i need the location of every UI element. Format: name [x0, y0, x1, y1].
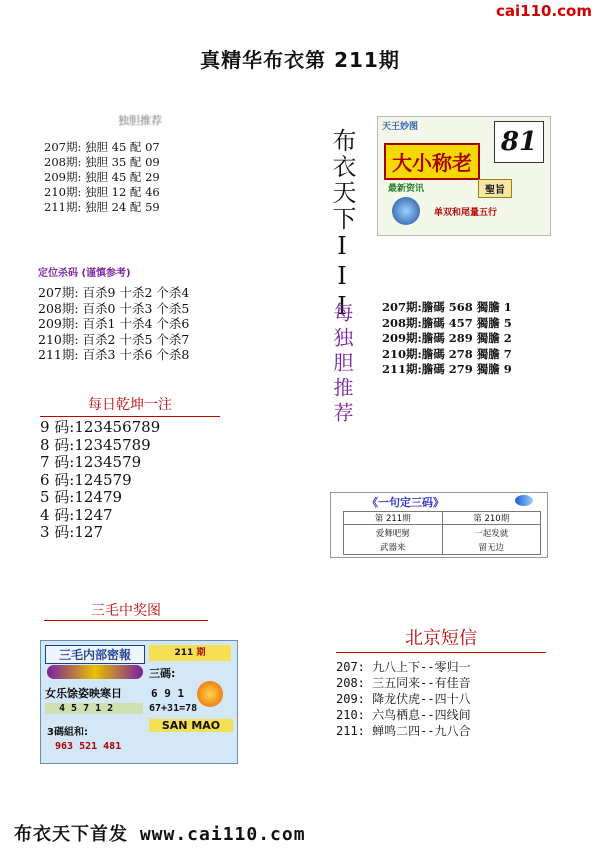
col-head: 第 211期: [344, 512, 442, 525]
site-brand: cai110.com: [496, 2, 592, 20]
list-item: 8 码:12345789: [40, 435, 151, 454]
cell: 一起发就: [474, 529, 509, 539]
sanmao-heading: 三毛中奖图: [44, 600, 208, 621]
buyi-poster: [377, 116, 551, 236]
flower-icon: [197, 681, 223, 707]
qiankun-heading: 每日乾坤一注: [40, 394, 220, 417]
yiju-table: [343, 511, 541, 555]
list-item: 208期:膽碼 457 獨膽 5: [382, 315, 512, 330]
list-item: 208: 三五同来--有佳音: [336, 676, 471, 690]
sanmao-brand: SAN MAO: [149, 719, 233, 732]
digits-row: 4 5 7 1 2: [45, 703, 143, 714]
yiju-col-211: [344, 512, 443, 554]
sum-row: 67+31=78: [149, 703, 198, 714]
dingwei-heading: 定位杀码: [38, 268, 78, 279]
star-decoration-icon: [47, 665, 143, 679]
list-item: 207: 九八上下--零归一: [336, 660, 471, 674]
beijing-list: [336, 659, 546, 739]
qiankun-section: [40, 394, 230, 542]
poster-side-label: 最新资讯: [388, 184, 425, 194]
combo-label: 3碼組和:: [47, 727, 88, 738]
globe-icon: [515, 495, 533, 506]
sanma-value: 6 9 1: [151, 687, 185, 700]
poster-emblem-icon: [392, 197, 420, 225]
footer-text: 布衣天下首发 www.cai110.com: [14, 824, 306, 845]
list-item: 209: 降龙伏虎--四十八: [336, 692, 471, 706]
meidudan-list: [382, 300, 512, 378]
list-item: 209期: 百杀1 十杀4 个杀6: [38, 316, 190, 331]
yiju-heading: 《一句定三码》: [367, 496, 444, 509]
qiankun-list: [40, 419, 230, 542]
sanma-label: 三碼:: [149, 667, 176, 680]
cell: 武器来: [379, 543, 406, 553]
list-item: 209期: 独胆 45 配 29: [44, 170, 160, 184]
list-item: 3 码:127: [40, 523, 103, 541]
list-item: 207期:膽碼 568 獨膽 1: [382, 300, 512, 314]
cell: 留无边: [478, 543, 504, 553]
dudan-section: [40, 112, 240, 215]
list-item: 207期: 独胆 45 配 07: [44, 140, 160, 154]
list-item: 211期: 独胆 24 配 59: [44, 200, 160, 214]
meidudan-vertical-title: 每独胆推荐: [330, 302, 354, 427]
list-item: 210期: 独胆 12 配 46: [44, 185, 160, 199]
list-item: 210: 六鸟栖息--四线间: [336, 708, 471, 722]
list-item: 210期:膽碼 278 獨膽 7: [382, 346, 512, 361]
sanmao-poster: [40, 640, 238, 764]
list-item: 9 码:123456789: [40, 418, 161, 436]
issue-number: 211: [174, 648, 194, 658]
dudan-list: [40, 140, 240, 215]
dingwei-heading-row: [38, 264, 278, 279]
poster-number: 81: [500, 127, 538, 157]
cell: 爱舞吧舅: [375, 529, 410, 539]
combo-value: 963 521 481: [55, 741, 122, 752]
list-item: 7 码:1234579: [40, 453, 142, 471]
list-item: 209期:膽碼 289 獨膽 2: [382, 331, 512, 345]
dudan-heading: 独胆推荐: [118, 114, 162, 127]
buyi-vertical-title: 布衣天下III: [328, 128, 356, 322]
yiju-col-210: [443, 512, 541, 554]
list-item: 6 码:124579: [40, 470, 132, 489]
issue-box: [149, 645, 231, 661]
list-item: 210期: 百杀2 十杀5 个杀7: [38, 331, 190, 347]
list-item: 211: 蝉鸣二四--九八合: [336, 724, 471, 738]
dingwei-section: [38, 264, 278, 363]
beijing-heading: 北京短信: [336, 624, 546, 653]
issue-suffix: 期: [196, 648, 206, 658]
poster-top-label: 天王妙图: [382, 122, 419, 132]
yiju-card: [330, 492, 548, 558]
poster-edict: 聖旨: [478, 179, 512, 198]
dingwei-note: (谨慎参考): [81, 268, 131, 279]
beijing-section: [336, 624, 546, 739]
list-item: 211期:膽碼 279 獨膽 9: [382, 362, 512, 376]
list-item: 207期: 百杀9 十杀2 个杀4: [38, 285, 190, 300]
list-item: 208期: 百杀0 十杀3 个杀5: [38, 300, 190, 316]
page-title: 真精华布衣第 211期: [200, 48, 400, 72]
poster-number-box: [494, 121, 544, 163]
list-item: 211期: 百杀3 十杀6 个杀8: [38, 347, 190, 362]
poster-title: 大小称老: [384, 143, 480, 180]
poem-line: 女乐馀姿映寒日: [45, 687, 122, 700]
col-head: 第 210期: [443, 512, 541, 525]
list-item: 5 码:12479: [40, 488, 123, 506]
poster-bottom-label: 单双和尾量五行: [434, 208, 498, 218]
poster-box-title: 三毛内部密報: [45, 645, 145, 664]
list-item: 208期: 独胆 35 配 09: [44, 155, 160, 169]
dingwei-list: [38, 285, 278, 363]
list-item: 4 码:1247: [40, 505, 113, 524]
